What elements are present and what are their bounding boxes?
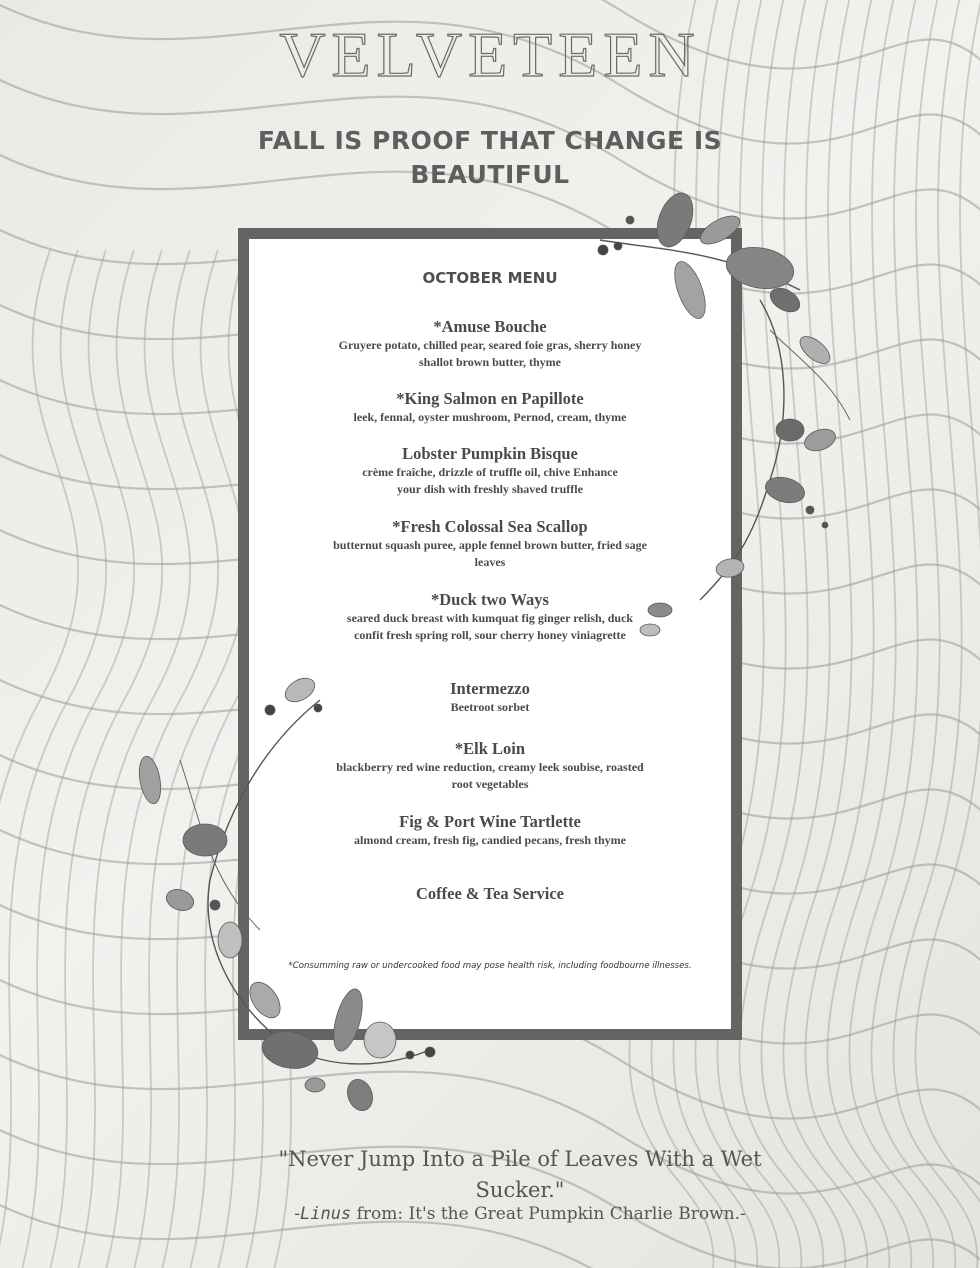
course-name: Coffee & Tea Service	[416, 884, 564, 903]
course-name: Fig & Port Wine Tartlette	[399, 812, 581, 831]
wave-line	[805, 0, 889, 1268]
food-safety-disclaimer: *Consumming raw or undercooked food may pose health risk, including foodbourne illnesses.	[288, 961, 692, 971]
course-name: *Duck two Ways	[431, 590, 549, 609]
menu-title: OCTOBER MENU	[422, 269, 558, 287]
menu-course	[249, 884, 731, 904]
course-description: almond cream, fresh fig, candied pecans, fresh thyme	[354, 833, 626, 847]
wave-line	[827, 0, 911, 1268]
course-description: leek, fennal, oyster mushroom, Pernod, cream, thyme	[353, 410, 627, 424]
attribution-source: from: It's the Great Pumpkin Charlie Brown.-	[351, 1204, 746, 1224]
attribution-name: Linus	[299, 1204, 352, 1224]
menu-course	[249, 389, 731, 426]
course-description: crème fraîche, drizzle of truffle oil, chive Enhance your dish with freshly shaved truffle	[362, 465, 618, 496]
quote-attribution	[230, 1204, 810, 1224]
menu-course	[249, 444, 731, 497]
course-description: butternut squash puree, apple fennel brown butter, fried sage leaves	[333, 538, 647, 569]
menu-course	[249, 739, 731, 792]
course-description: Gruyere potato, chilled pear, seared foie gras, sherry honey shallot brown butter, thyme	[338, 338, 642, 369]
wave-line	[100, 250, 218, 1268]
course-name: *Elk Loin	[454, 739, 526, 758]
course-name: *Fresh Colossal Sea Scallop	[392, 517, 588, 536]
brand-logo: VELVETEEN	[279, 19, 701, 90]
wave-line	[739, 0, 823, 1268]
wave-line	[16, 250, 134, 1268]
quote-text: "Never Jump Into a Pile of Leaves With a Wet Sucker."	[278, 1147, 762, 1202]
wave-line	[128, 250, 246, 1268]
menu-course	[249, 812, 731, 849]
menu-course	[249, 679, 731, 716]
menu-course	[249, 517, 731, 570]
wave-line	[783, 0, 867, 1268]
menu-card	[238, 228, 742, 1040]
wave-line	[72, 250, 190, 1268]
wave-line	[761, 0, 845, 1268]
course-description: blackberry red wine reduction, creamy leek soubise, roasted root vegetables	[336, 760, 644, 791]
course-description: Beetroot sorbet	[450, 700, 530, 714]
course-name: *Amuse Bouche	[433, 317, 547, 336]
menu-course	[249, 590, 731, 643]
course-name: Lobster Pumpkin Bisque	[402, 444, 578, 463]
course-description: seared duck breast with kumquat fig ginger relish, duck confit fresh spring roll, sour cherry honey viniagrette	[346, 611, 634, 642]
wave-line	[0, 250, 106, 1268]
course-name: Intermezzo	[450, 679, 530, 698]
tagline: FALL IS PROOF THAT CHANGE IS BEAUTIFUL	[257, 126, 723, 189]
attribution-prefix: -	[294, 1204, 300, 1224]
course-name: *King Salmon en Papillote	[396, 389, 584, 408]
menu-course	[249, 317, 731, 370]
